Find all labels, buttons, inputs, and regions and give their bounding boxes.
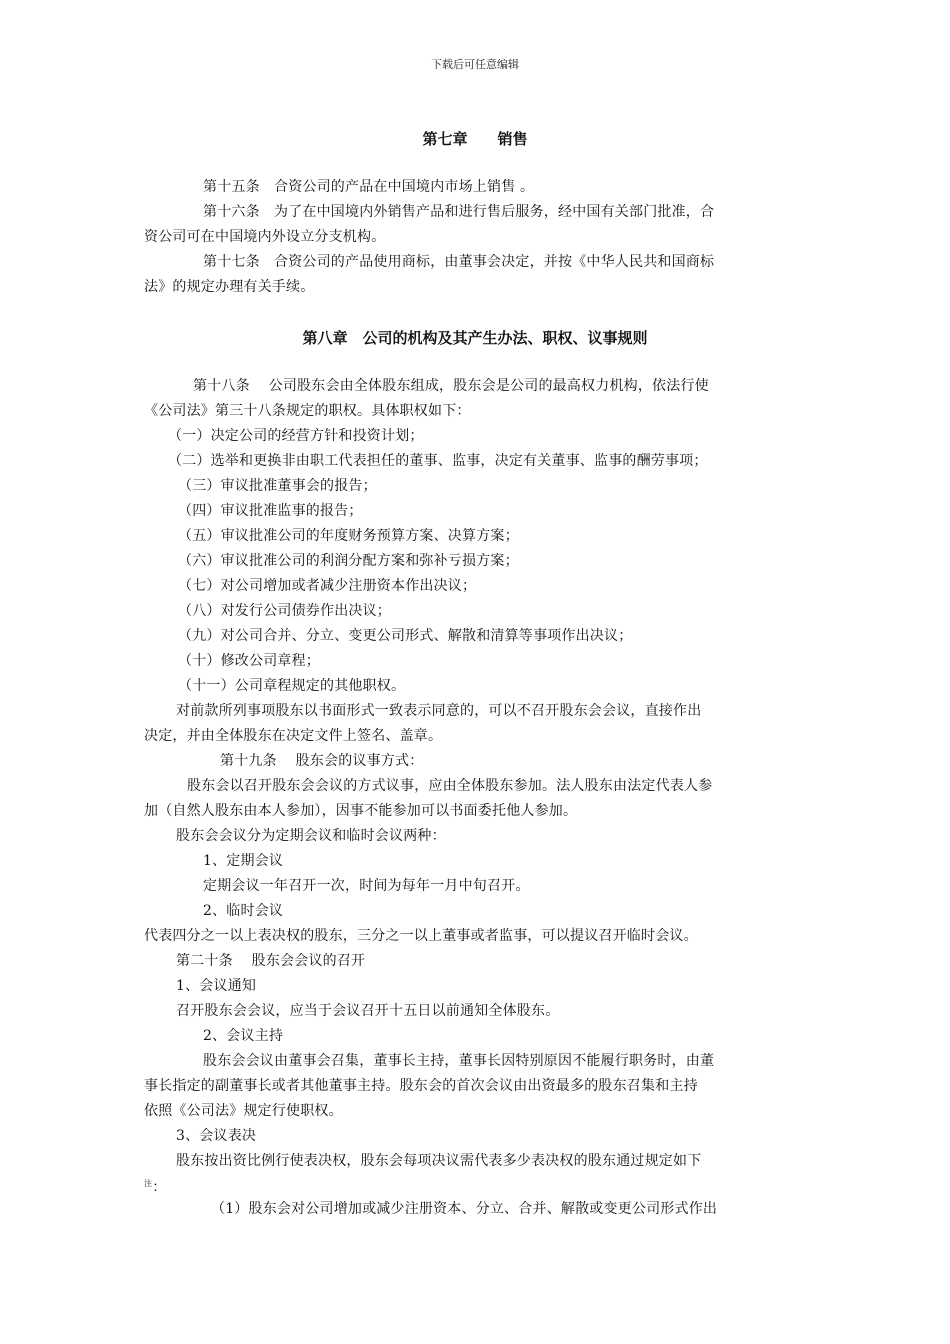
power-item-11: （十一）公司章程规定的其他职权。 bbox=[178, 678, 406, 694]
interim-meeting-heading: 2、临时会议 bbox=[203, 903, 284, 919]
power-item-4: （四）审议批准监事的报告； bbox=[178, 503, 363, 519]
power-item-9: （九）对公司合并、分立、变更公司形式、解散和清算等事项作出决议； bbox=[178, 628, 633, 644]
meeting-types: 股东会会议分为定期会议和临时会议两种： bbox=[176, 828, 446, 844]
meeting-chair-line-3: 依照《公司法》规定行使职权。 bbox=[144, 1103, 343, 1119]
page-header: 下载后可任意编辑 bbox=[431, 58, 519, 71]
meeting-vote-line-2 bbox=[144, 1175, 166, 1197]
meeting-chair-line-2: 事长指定的副董事长或者其他董事主持。股东会的首次会议由出资最多的股东召集和主持 bbox=[144, 1078, 698, 1094]
power-item-2: （二）选举和更换非由职工代表担任的董事、监事，决定有关董事、监事的酬劳事项； bbox=[168, 453, 708, 469]
meeting-notice-text: 召开股东会会议，应当于会议召开十五日以前通知全体股东。 bbox=[176, 1003, 560, 1019]
interim-meeting-text: 代表四分之一以上表决权的股东，三分之一以上董事或者监事，可以提议召开临时会议。 bbox=[144, 928, 698, 944]
power-item-3: （三）审议批准董事会的报告； bbox=[178, 478, 377, 494]
written-consent-line-1: 对前款所列事项股东以书面形式一致表示同意的，可以不召开股东会会议，直接作出 bbox=[176, 703, 702, 719]
article-19: 第十九条 股东会的议事方式： bbox=[220, 753, 424, 769]
article-18-line-1: 第十八条 公司股东会由全体股东组成，股东会是公司的最高权力机构，依法行使 bbox=[193, 378, 709, 394]
article-17-line-2: 法》的规定办理有关手续。 bbox=[144, 279, 315, 295]
vote-rule-1: （1）股东会对公司增加或减少注册资本、分立、合并、解散或变更公司形式作出 bbox=[211, 1201, 718, 1217]
chapter-7-title: 第七章 销售 bbox=[422, 130, 528, 148]
power-item-1: （一）决定公司的经营方针和投资计划； bbox=[168, 428, 424, 444]
article-16-line-1: 第十六条 为了在中国境内外销售产品和进行售后服务，经中国有关部门批准，合 bbox=[203, 204, 715, 220]
written-consent-line-2: 决定，并由全体股东在决定文件上签名、盖章。 bbox=[144, 728, 443, 744]
chapter-8-title: 第八章 公司的机构及其产生办法、职权、议事规则 bbox=[302, 329, 648, 347]
meeting-vote-line-1: 股东按出资比例行使表决权，股东会每项决议需代表多少表决权的股东通过规定如下 bbox=[176, 1153, 702, 1169]
power-item-5: （五）审议批准公司的年度财务预算方案、决算方案； bbox=[178, 528, 519, 544]
article-17-line-1: 第十七条 合资公司的产品使用商标，由董事会决定，并按《中华人民共和国商标 bbox=[203, 254, 715, 270]
meeting-chair-heading: 2、会议主持 bbox=[203, 1028, 284, 1044]
meeting-notice-heading: 1、会议通知 bbox=[176, 978, 257, 994]
meeting-method-line-2: 加（自然人股东由本人参加），因事不能参加可以书面委托他人参加。 bbox=[144, 803, 578, 819]
regular-meeting-heading: 1、定期会议 bbox=[203, 853, 284, 869]
power-item-6: （六）审议批准公司的利润分配方案和弥补亏损方案； bbox=[178, 553, 519, 569]
article-15: 第十五条 合资公司的产品在中国境内市场上销售 。 bbox=[203, 179, 535, 195]
meeting-vote-colon: ： bbox=[152, 1179, 167, 1196]
meeting-method-line-1: 股东会以召开股东会会议的方式议事，应由全体股东参加。法人股东由法定代表人参 bbox=[187, 778, 713, 794]
article-20: 第二十条 股东会会议的召开 bbox=[176, 953, 366, 969]
article-18-line-2: 《公司法》第三十八条规定的职权。具体职权如下： bbox=[144, 403, 471, 419]
regular-meeting-text: 定期会议一年召开一次，时间为每年一月中旬召开。 bbox=[203, 878, 530, 894]
power-item-7: （七）对公司增加或者减少注册资本作出决议； bbox=[178, 578, 477, 594]
footnote-marker: 注 bbox=[144, 1179, 153, 1188]
meeting-chair-line-1: 股东会会议由董事会召集，董事长主持，董事长因特别原因不能履行职务时，由董 bbox=[203, 1053, 715, 1069]
power-item-8: （八）对发行公司债券作出决议； bbox=[178, 603, 391, 619]
power-item-10: （十）修改公司章程； bbox=[178, 653, 320, 669]
article-16-line-2: 资公司可在中国境内外设立分支机构。 bbox=[144, 229, 386, 245]
meeting-vote-heading: 3、会议表决 bbox=[176, 1128, 257, 1144]
